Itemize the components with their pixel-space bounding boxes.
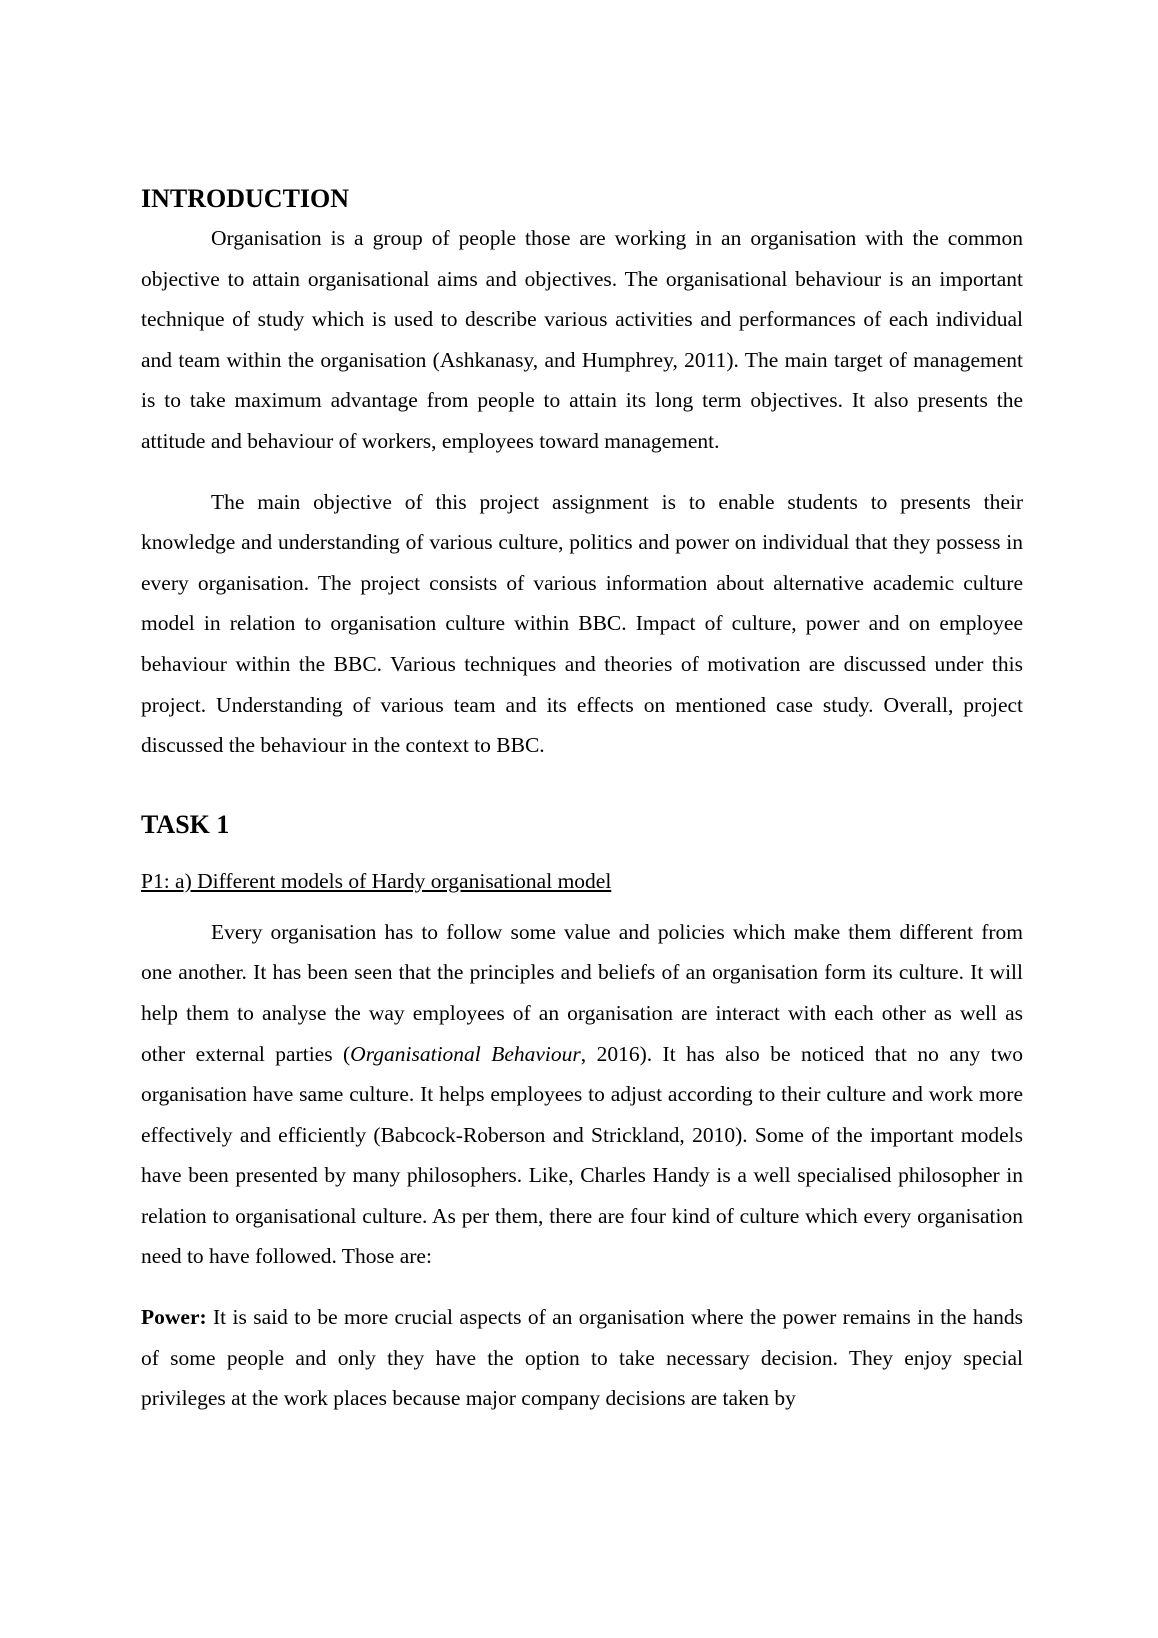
task-1-paragraph-1-text-b: , 2016). It has also be noticed that no any two organisation have same culture. It helps employees to adjust according to their culture and work more effectively and efficiently (Babcock-Roberson and Strickland, 2010). Some of the important models have been presented by many philosophers. Like, Charles Handy is a well specialised philosopher in relation to organisational culture. As per them, there are four kind of culture which every organisation need to have followed. Those are: [141,1041,1023,1269]
power-text: It is said to be more crucial aspects of an organisation where the power remains in the hands of some people and only they have the option to take necessary decision. They enjoy special privileges at the work places because major company decisions are taken by [141,1305,1023,1411]
power-paragraph [141,1297,1023,1419]
task-1-paragraph-1 [141,912,1023,1277]
power-label: Power: [141,1305,207,1330]
p1-subheading: P1: a) Different models of Hardy organisational model [141,868,612,893]
introduction-heading: INTRODUCTION [141,184,350,213]
task-1-paragraph-1-text-a: Every organisation has to follow some value and policies which make them different from one another. It has been seen that the principles and beliefs of an organisation form its culture. It will help them to analyse the way employees of an organisation are interact with each other as well as other external parties ( [141,919,1023,1066]
document-page [141,184,1023,1419]
introduction-paragraph-1: Organisation is a group of people those are working in an organisation with the common objective to attain organisational aims and objectives. The organisational behaviour is an important technique of study which is used to describe various activities and performances of each individual and team within the organisation (Ashkanasy, and Humphrey, 2011). The main target of management is to take maximum advantage from people to attain its long term objectives. It also presents the attitude and behaviour of workers, employees toward management. [141,226,1023,453]
introduction-paragraph-2: The main objective of this project assignment is to enable students to presents their knowledge and understanding of various culture, politics and power on individual that they possess in every organisation. The project consists of various information about alternative academic culture model in relation to organisation culture within BBC. Impact of culture, power and on employee behaviour within the BBC. Various techniques and theories of motivation are discussed under this project. Understanding of various team and its effects on mentioned case study. Overall, project discussed the behaviour in the context to BBC. [141,489,1023,758]
task-1-heading: TASK 1 [141,809,230,839]
citation-title: Organisational Behaviour [350,1041,581,1066]
